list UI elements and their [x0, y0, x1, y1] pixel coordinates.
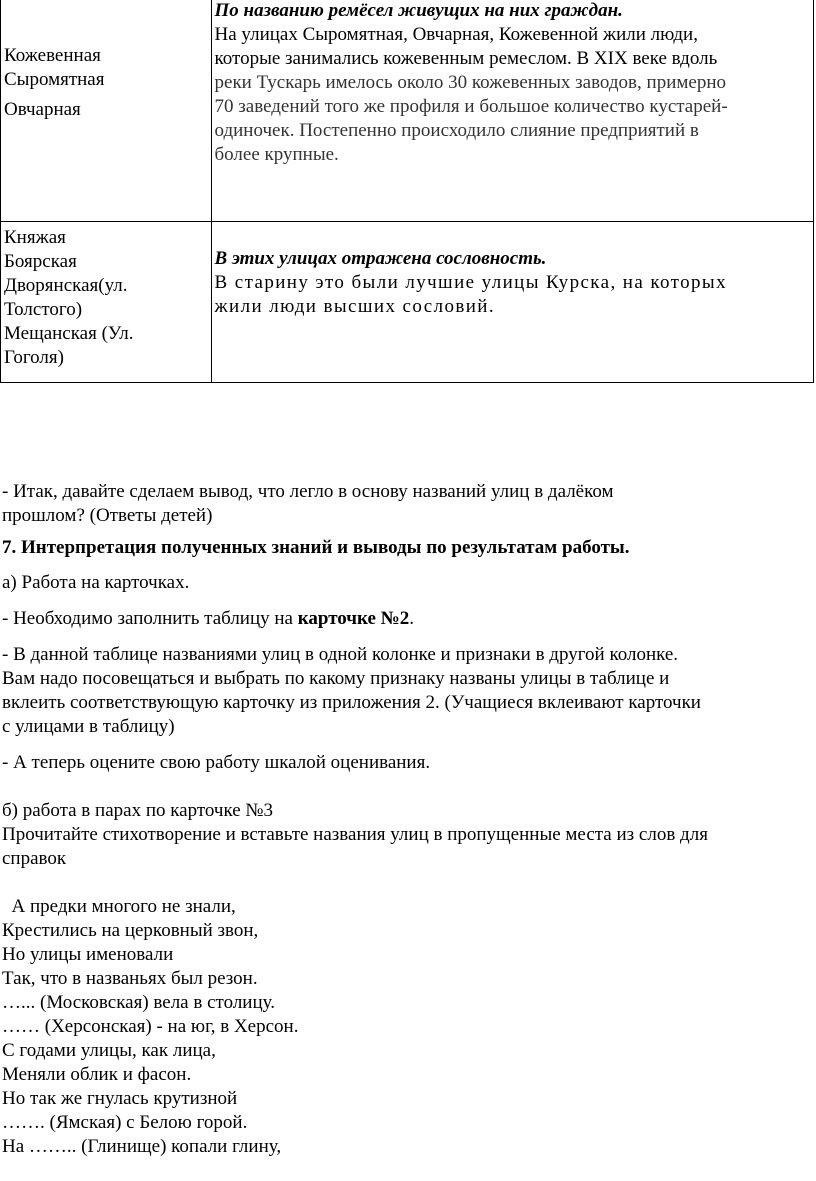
street-name: Сыромятная [4, 69, 105, 90]
street-name: Кожевенная [4, 45, 101, 66]
poem-line: А предки многого не знали, [2, 896, 236, 917]
feature-text-line: которые занимались кожевенным ремеслом. В XIX веке вдоль [214, 48, 718, 69]
table-row [1, 0, 814, 222]
poem-line: На …….. (Глинище) копали глину, [2, 1136, 282, 1157]
poem-line: Меняли облик и фасон. [2, 1064, 192, 1085]
street-feature-cell [211, 0, 813, 222]
poem [2, 895, 814, 1159]
task-item: а) Работа на карточках. [2, 572, 190, 593]
reading-instruction: Прочитайте стихотворение и вставьте названия улиц в пропущенные места из слов для [2, 824, 708, 845]
poem-line: Крестились на церковный звон, [2, 920, 259, 941]
poem-line: …... (Московская) вела в столицу. [2, 992, 275, 1013]
street-names-cell [1, 0, 212, 222]
feature-heading: В этих улицах отражена сословность. [214, 248, 547, 269]
feature-text-line: одиночек. Постепенно происходило слияние предприятий в [214, 120, 699, 141]
task-item: б) работа в парах по карточке №3 [2, 800, 274, 821]
reading-instruction: справок [2, 848, 67, 869]
street-feature-cell [211, 222, 813, 383]
section-heading: 7. Интерпретация полученных знаний и выводы по результатам работы. [2, 537, 630, 558]
conclusion-question: прошлом? (Ответы детей) [2, 505, 213, 526]
poem-line: Так, что в названьях был резон. [2, 968, 258, 989]
streets-table [0, 0, 814, 383]
street-names-cell [1, 222, 212, 383]
street-name: Гоголя) [4, 347, 64, 368]
street-name: Боярская [4, 251, 77, 272]
instruction-line: Вам надо посовещаться и выбрать по какому признаку названы улицы в таблице и [2, 668, 670, 689]
instruction-line: с улицами в таблицу) [2, 716, 175, 737]
street-name: Мещанская (Ул. [4, 323, 134, 344]
instruction-text: . [409, 608, 415, 629]
poem-line: С годами улицы, как лица, [2, 1040, 216, 1061]
table-row [1, 222, 814, 383]
lesson-body [2, 480, 814, 1159]
street-name: Дворянская(ул. [4, 275, 128, 296]
feature-text-line: более крупные. [214, 144, 339, 165]
poem-line: ……. (Ямская) с Белою горой. [2, 1112, 248, 1133]
poem-line: Но так же гнулась крутизной [2, 1088, 238, 1109]
evaluation-instruction: - А теперь оцените свою работу шкалой оценивания. [2, 752, 431, 773]
street-name: Княжая [4, 227, 66, 248]
card-reference: карточке №2 [297, 608, 410, 629]
instruction-line: вклеить соответствующую карточку из приложения 2. (Учащиеся вклеивают карточки [2, 692, 701, 713]
feature-text-line: На улицах Сыромятная, Овчарная, Кожевенной жили люди, [214, 24, 698, 45]
feature-heading: По названию ремёсел живущих на них граждан. [214, 0, 623, 21]
feature-text-line: В старину это были лучшие улицы Курска, на которых [214, 272, 727, 293]
poem-line: Но улицы именовали [2, 944, 174, 965]
street-name: Толстого) [4, 299, 83, 320]
poem-line: …… (Херсонская) - на юг, в Херсон. [2, 1016, 299, 1037]
street-name: Овчарная [4, 99, 81, 120]
instruction-line: - В данной таблице названиями улиц в одной колонке и признаки в другой колонке. [2, 644, 679, 665]
task-instruction [2, 607, 814, 631]
feature-text-line: жили люди высших сословий. [214, 296, 496, 317]
instruction-text: - Необходимо заполнить таблицу на [2, 608, 298, 629]
feature-text-line: 70 заведений того же профиля и большое количество кустарей- [214, 96, 728, 117]
conclusion-question: - Итак, давайте сделаем вывод, что легло в основу названий улиц в далёком [2, 481, 614, 502]
feature-text-line: реки Тускарь имелось около 30 кожевенных заводов, примерно [214, 72, 726, 93]
